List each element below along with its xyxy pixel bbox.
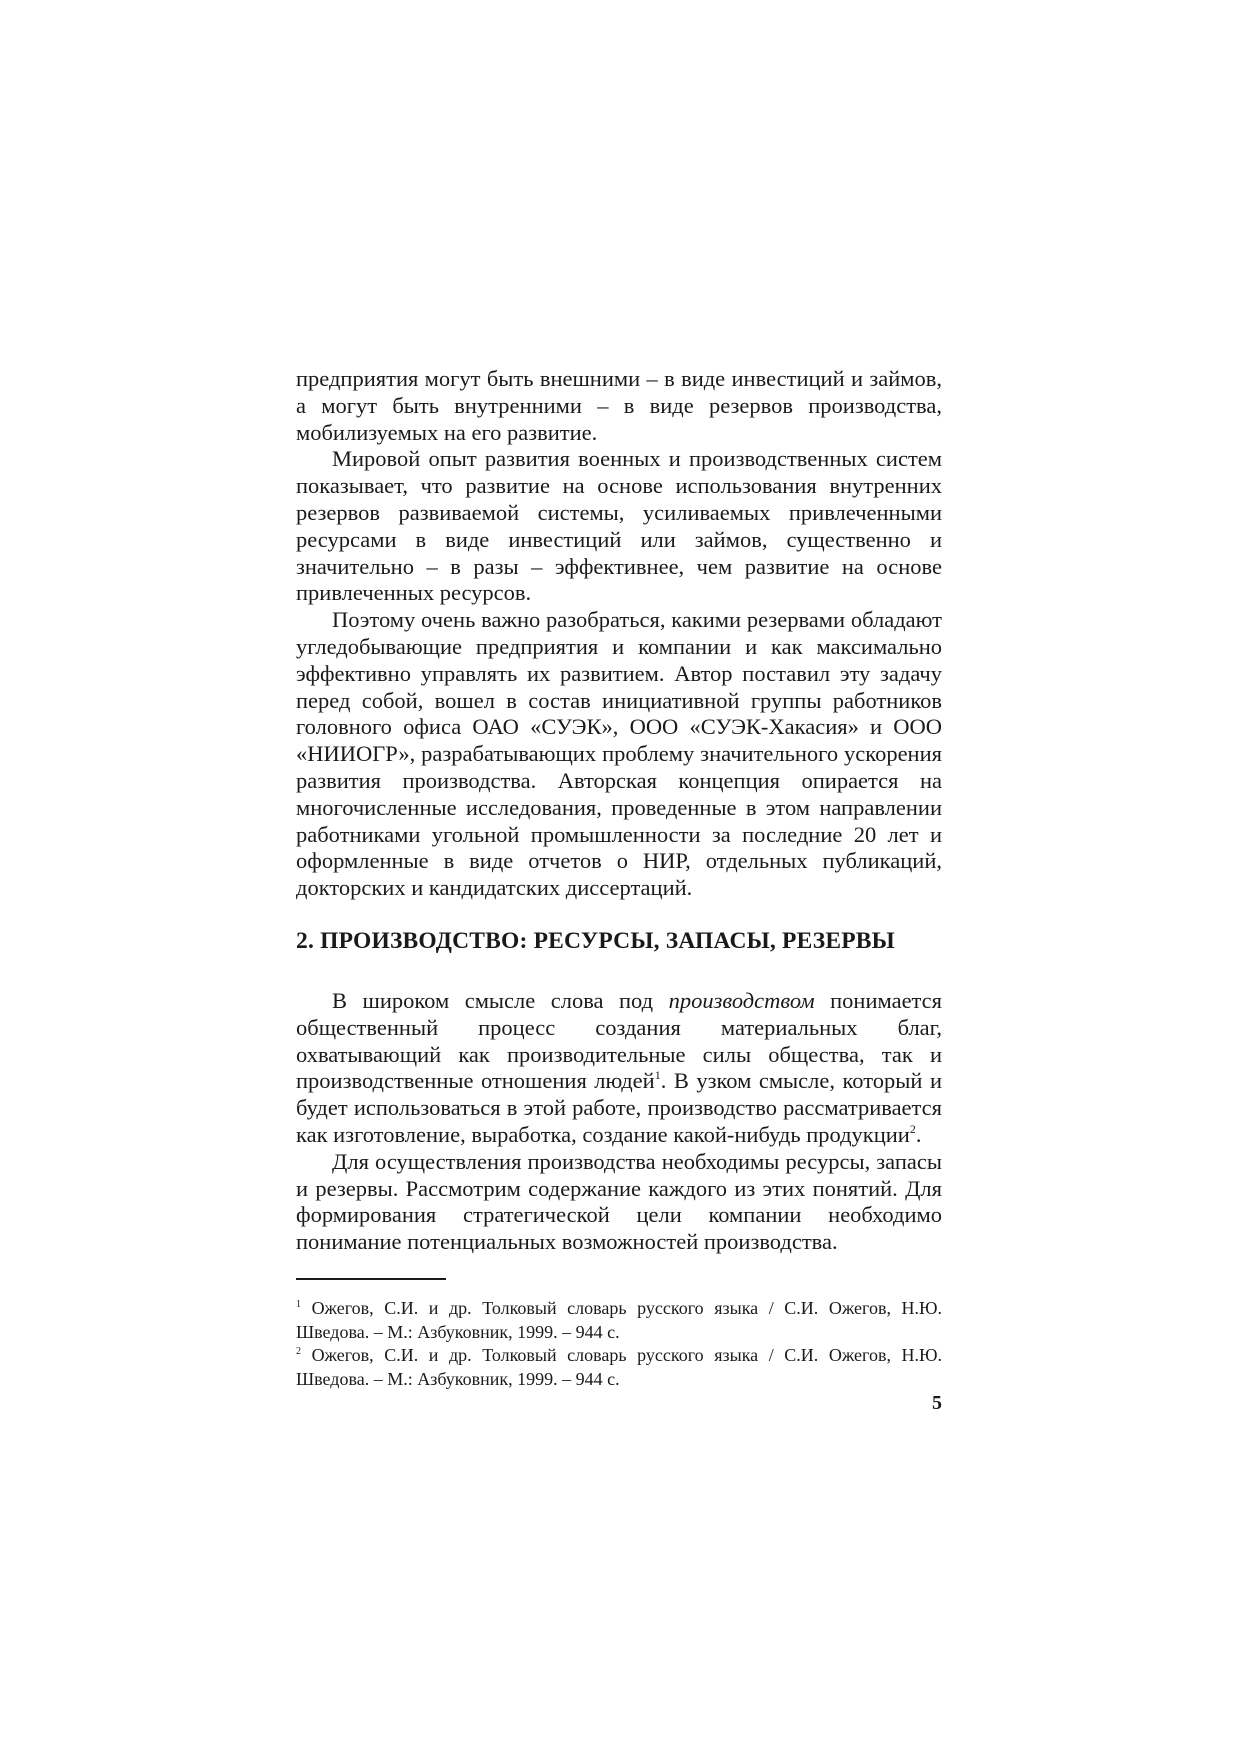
text-run: . [915, 1121, 922, 1147]
footnote [296, 1344, 942, 1391]
footnote-ref[interactable]: 1 [654, 1068, 661, 1083]
text-run: понимается общественный процесс создания материальных благ, охватывающий как производительные силы общества, так и производственные отношения людей [296, 988, 943, 1094]
footnote-number: 1 [296, 1299, 301, 1310]
paragraph: предприятия могут быть внешними – в виде инвестиций и займов, а могут быть внутренними – в виде резервов производства, мобилизуемых на его развитие. [296, 366, 942, 445]
footnotes [296, 1297, 942, 1391]
paragraph [296, 988, 942, 1149]
body-text-top [296, 366, 942, 902]
footnote-ref[interactable]: 2 [909, 1121, 916, 1136]
paragraph: Для осуществления производства необходимы ресурсы, запасы и резервы. Рассмотрим содержание каждого из этих понятий. Для формирования стратегической цели компании необходимо понимание потенциальных возможностей производства. [296, 1148, 942, 1255]
footnote-divider [296, 1278, 446, 1280]
page-number: 5 [932, 1392, 942, 1414]
text-run: . В узком смысле, который и будет использоваться в этой работе, производство рассматривается как изготовление, выработка, создание какой-нибудь продукции [296, 1068, 942, 1147]
section-heading: 2. ПРОИЗВОДСТВО: РЕСУРСЫ, ЗАПАСЫ, РЕЗЕРВЫ [296, 928, 895, 954]
emphasized-term: производством [668, 988, 815, 1013]
paragraph: Мировой опыт развития военных и производственных систем показывает, что развитие на основе использования внутренних резервов развиваемой системы, усиливаемых привлеченными ресурсами в виде инвестиций или займов, существенно и значительно – в разы – эффективнее, чем развитие на основе привлеченных ресурсов. [296, 446, 942, 606]
footnote-number: 2 [296, 1346, 301, 1357]
text-run: В широком смысле слова под [332, 988, 669, 1013]
footnote [296, 1297, 942, 1344]
paragraph: Поэтому очень важно разобраться, какими резервами обладают угледобывающие предприятия и компании и как максимально эффективно управлять их развитием. Автор поставил эту задачу перед собой, вошел в состав инициативной группы работников головного офиса ОАО «СУЭК», ООО «СУЭК-Хакасия» и ООО «НИИОГР», разрабатывающих проблему значительного ускорения развития производства. Авторская концепция опирается на многочисленные исследования, проведенные в этом направлении работниками угольной промышленности за последние 20 лет и оформленные в виде отчетов о НИР, отдельных публикаций, докторских и кандидатских диссертаций. [296, 607, 942, 901]
footnote-text: Ожегов, С.И. и др. Толковый словарь русского языка / С.И. Ожегов, Н.Ю. Шведова. – М.: Азбуковник, 1999. – 944 с. [296, 1298, 943, 1342]
body-text-section [296, 988, 942, 1256]
footnote-text: Ожегов, С.И. и др. Толковый словарь русского языка / С.И. Ожегов, Н.Ю. Шведова. – М.: Азбуковник, 1999. – 944 с. [296, 1345, 943, 1389]
